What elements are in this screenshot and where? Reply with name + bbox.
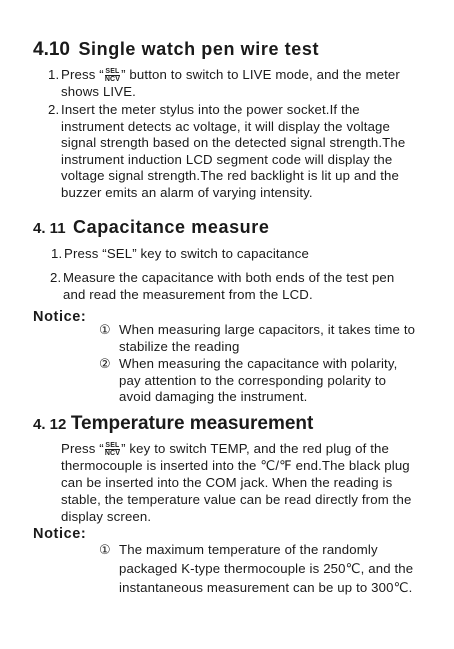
item-number: 1. xyxy=(48,67,60,82)
notice-text: When measuring large capacitors, it takes time to stabilize the reading xyxy=(119,322,416,354)
section-4-12-heading xyxy=(33,413,313,435)
section-title: Capacitance measure xyxy=(73,217,270,237)
section-4-10-heading xyxy=(33,39,319,61)
list-item xyxy=(51,246,424,263)
item-text-pre: Press “ xyxy=(61,67,104,82)
item-text: Insert the meter stylus into the power socket.If the instrument detects ac voltage, it will display the voltage signal strength based on the detected signal strength.The instrument induction LCD segment code will display the voltage signal strength.The red backlight is lit up and the buzzer emits an alarm of varying intensity. xyxy=(61,102,406,200)
circled-number: ① xyxy=(99,322,111,337)
section-4-11-heading xyxy=(33,217,270,238)
section-number: 4. 12 xyxy=(33,416,67,433)
item-number: 2. xyxy=(50,270,62,285)
list-item xyxy=(48,67,421,100)
notice-label: Notice: xyxy=(33,309,87,325)
circled-number: ② xyxy=(99,356,111,371)
circled-number: ① xyxy=(99,542,111,557)
list-item xyxy=(50,270,413,303)
sel-ncv-key-icon: SEL NCV xyxy=(104,441,121,457)
sel-ncv-key-icon: SEL NCV xyxy=(104,67,121,83)
notice-item xyxy=(99,540,424,597)
item-text: Press “SEL” key to switch to capacitance xyxy=(64,246,309,261)
section-number: 4. 11 xyxy=(33,220,66,237)
item-number: 1. xyxy=(51,246,63,261)
section-title: Temperature measurement xyxy=(70,413,314,434)
notice-label: Notice: xyxy=(33,526,87,542)
notice-item xyxy=(99,322,419,355)
temperature-paragraph: Press “ SEL NCV ” key to switch TEMP, and the red plug of the thermocouple is inserted into the ℃/℉ end.The black plug can be inserted into the COM jack. When the reading is stable, the temperature value can be read directly from the display screen. xyxy=(61,441,412,524)
notice-text: The maximum temperature of the randomly packaged K-type thermocouple is 250℃, and the instantaneous measurement can be up to 300℃. xyxy=(119,542,414,595)
list-item xyxy=(48,102,426,202)
notice-item xyxy=(99,356,419,406)
section-title: Single watch pen wire test xyxy=(78,39,320,59)
item-text-post: ” button to switch to LIVE mode, and the meter shows LIVE. xyxy=(61,67,400,99)
item-text: Measure the capacitance with both ends of the test pen and read the measurement from the LCD. xyxy=(63,270,395,302)
section-number: 4.10 xyxy=(33,39,70,60)
notice-text: When measuring the capacitance with polarity, pay attention to the corresponding polarity to avoid damaging the instrument. xyxy=(119,356,398,405)
item-number: 2. xyxy=(48,102,60,117)
